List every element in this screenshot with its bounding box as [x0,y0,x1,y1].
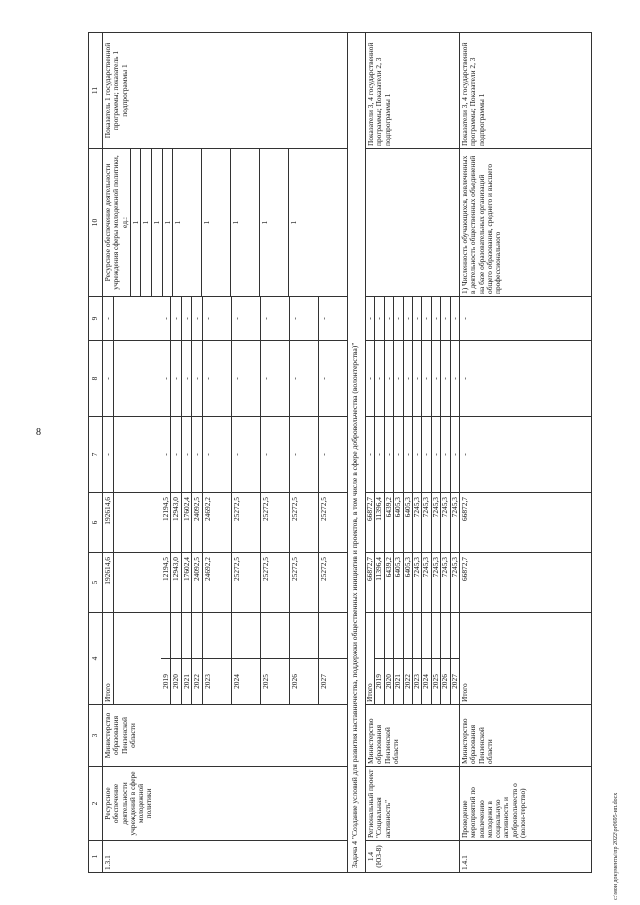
value: - [231,297,260,340]
year: 2019 [161,659,171,705]
value: - [260,341,289,416]
value: 25272,5 [231,553,260,612]
value: 7245,3 [441,553,450,612]
value: - [192,417,203,492]
years-cell [103,613,348,705]
col9-cell [103,297,348,341]
row-number: 1.3.1 [103,841,348,873]
table-row [103,33,348,873]
value: - [171,297,182,340]
total-value: 66872,7 [366,553,375,612]
value: 25272,5 [289,553,318,612]
footer-file-path: c:\мои документы\пр 2022\pr0695-ип.docx [613,792,619,900]
col-header: 3 [89,705,103,767]
year: 2024 [422,659,431,705]
value: - [260,297,289,340]
column-number-row [89,33,103,873]
value: - [431,297,440,340]
row-number: 1.4.1 [460,841,592,873]
rotated-page-content [88,33,616,873]
value: - [441,341,450,416]
value: 25272,5 [318,557,328,582]
value: 7245,3 [449,497,459,518]
value: - [403,417,412,492]
value: 12194,5 [161,493,171,552]
value: - [161,341,171,416]
total-label: Итого [366,613,375,704]
value: - [202,297,231,340]
indicator-reference: Показатели 3, 4 государственной программы; Показатели 2, 3 подпрограммы 1 [365,33,459,149]
value: - [171,341,182,416]
year: 2027 [450,659,459,705]
col7-cell [365,417,459,493]
value: - [413,341,422,416]
col5-cell [103,553,348,613]
indicator-cell [365,149,459,297]
col6-cell [365,493,459,553]
value: - [181,341,192,416]
value: 7245,3 [413,553,422,612]
value: - [375,417,384,492]
years-cell [365,613,459,705]
table-row [365,33,459,873]
value: 24092,5 [192,553,203,612]
executor: Министерство образования Пензенской области [103,705,348,767]
year: 2020 [384,659,393,705]
value: - [231,341,260,416]
value: - [413,417,422,492]
col-header: 5 [89,553,103,613]
value: - [103,417,113,492]
program-table [88,32,592,873]
total-label: Итого [103,613,113,704]
value: - [103,341,113,416]
total-value: 192614,6 [103,553,113,612]
value: - [171,417,182,492]
indicator-value: 1 [130,149,141,296]
value: 7245,3 [441,493,450,552]
col8-cell [365,341,459,417]
value: - [192,297,203,340]
year: 2026 [441,659,450,705]
value: 25272,5 [231,493,260,552]
value: 17602,4 [181,493,192,552]
value: - [441,297,450,340]
total-value: 66872,7 [366,493,375,552]
value: - [394,341,403,416]
value: 25272,5 [260,553,289,612]
total-value: 192614,6 [103,493,113,552]
value: - [449,317,459,320]
col5-cell [365,553,459,613]
value: - [231,417,260,492]
executor: Министерство образования Пензенской области [460,705,592,767]
total-value: 66872,7 [460,493,592,553]
year: 2022 [403,659,412,705]
year: 2021 [394,659,403,705]
value: - [375,297,384,340]
year: 2019 [375,659,384,705]
year: 2026 [289,659,318,705]
value: - [366,417,375,492]
value: - [431,417,440,492]
value: - [318,317,328,320]
value: - [460,341,592,417]
value: - [161,297,171,340]
col-header: 11 [89,33,103,149]
value: 6405,3 [394,553,403,612]
col-header: 6 [89,493,103,553]
row-number: 1.4 (Ю3-8) [365,841,459,873]
col-header: 9 [89,297,103,341]
value: 12943,0 [171,553,182,612]
indicator-value: 1 [162,149,173,296]
value: - [375,341,384,416]
value: - [192,341,203,416]
col8-cell [103,341,348,417]
value: - [384,417,393,492]
year: 2022 [192,659,203,705]
value: - [449,453,459,456]
col7-cell [103,417,348,493]
col-header: 8 [89,341,103,417]
value: 6405,3 [403,493,412,552]
indicator-value: 1 [260,149,289,296]
value: - [260,417,289,492]
value: - [202,417,231,492]
value: - [366,341,375,416]
activity-name: Ресурсное обеспечение деятельности учреждений в сфере молодежной политики [103,767,348,841]
col9-cell [365,297,459,341]
value: - [103,297,113,340]
value: 7245,3 [422,493,431,552]
value: 17602,4 [181,553,192,612]
task-row [347,33,365,873]
value: 6405,3 [403,553,412,612]
indicator-cell [103,149,348,297]
year: 2023 [202,659,231,705]
table-row [460,33,592,873]
value: 25272,5 [289,493,318,552]
value: - [422,297,431,340]
value: - [366,297,375,340]
value: - [384,341,393,416]
col-header: 1 [89,841,103,873]
value: - [403,341,412,416]
page-number: 8 [36,427,41,438]
indicator-value: 1 [289,220,299,225]
activity-name: Региональный проект "Социальная активность" [365,767,459,841]
col-header: 4 [89,613,103,705]
value: 6439,2 [384,493,393,552]
value: - [384,297,393,340]
indicator-reference: Показатель 1 государственной программы; показатель 1 подпрограммы 1 [103,33,348,149]
value: - [394,417,403,492]
value: 6439,2 [384,553,393,612]
col6-cell [103,493,348,553]
value: 6405,3 [394,493,403,552]
year: 2024 [231,659,260,705]
col-header: 2 [89,767,103,841]
indicator-value: 1 [173,149,202,296]
year: 2023 [413,659,422,705]
value: 12943,0 [171,493,182,552]
value: - [181,417,192,492]
indicator-value: 1 [231,149,260,296]
value: - [413,297,422,340]
year: 2025 [431,659,440,705]
value: 7245,3 [431,553,440,612]
col-header: 7 [89,417,103,493]
value: 24692,2 [202,493,231,552]
activity-name: Проведение мероприятий по вовлечению молодежи в социальную активность и добровольчеств о (волон-терство) [460,767,592,841]
total-label: Итого [460,613,592,705]
year: 2021 [181,659,192,705]
value: - [460,417,592,493]
value: 7245,3 [431,493,440,552]
executor: Министерство образования Пензенской области [365,705,459,767]
task-title: Задача 4 "Создание условий для развития наставничества, поддержки общественных инициатив и проектов, в том числе в сфере добровольчества (волонтерства)" [347,33,365,873]
indicator-value: 1 [202,149,231,296]
value: 7245,3 [413,493,422,552]
value: - [422,341,431,416]
value: - [441,417,450,492]
value: - [289,297,318,340]
indicator-text: Ресурсное обеспечение деятельности учреждения сферы молодежной политики, ед.: [103,155,129,290]
value: - [202,341,231,416]
value: 7245,3 [422,553,431,612]
indicator-text: 1) Численность обучающихся, вовлеченных в деятельность общественных объединений на базе образовательных организаций общего образования, среднего и высшего профессионального [460,149,592,297]
value: 7245,3 [449,557,459,578]
value: - [460,297,592,341]
value: - [403,297,412,340]
value: 12194,5 [161,553,171,612]
value: - [289,417,318,492]
value: - [318,377,328,380]
year: 2020 [171,659,182,705]
value: - [318,453,328,456]
value: - [431,341,440,416]
value: 24692,2 [202,553,231,612]
value: 25272,5 [260,493,289,552]
value: - [394,297,403,340]
value: 24092,5 [192,493,203,552]
indicator-value: 1 [141,149,152,296]
year: 2027 [318,659,347,705]
year: 2025 [260,659,289,705]
col-header: 10 [89,149,103,297]
value: - [289,341,318,416]
indicator-value: 1 [152,149,163,296]
total-value: 66872,7 [460,553,592,613]
value: 11396,4 [375,493,384,552]
value: - [181,297,192,340]
value: - [449,377,459,380]
value: 11396,4 [375,553,384,612]
indicator-reference: Показатели 3, 4 государственной программы; Показатели 2, 3 подпрограммы 1 [460,33,592,149]
value: 25272,5 [318,497,328,522]
value: - [422,417,431,492]
value: - [161,417,171,492]
